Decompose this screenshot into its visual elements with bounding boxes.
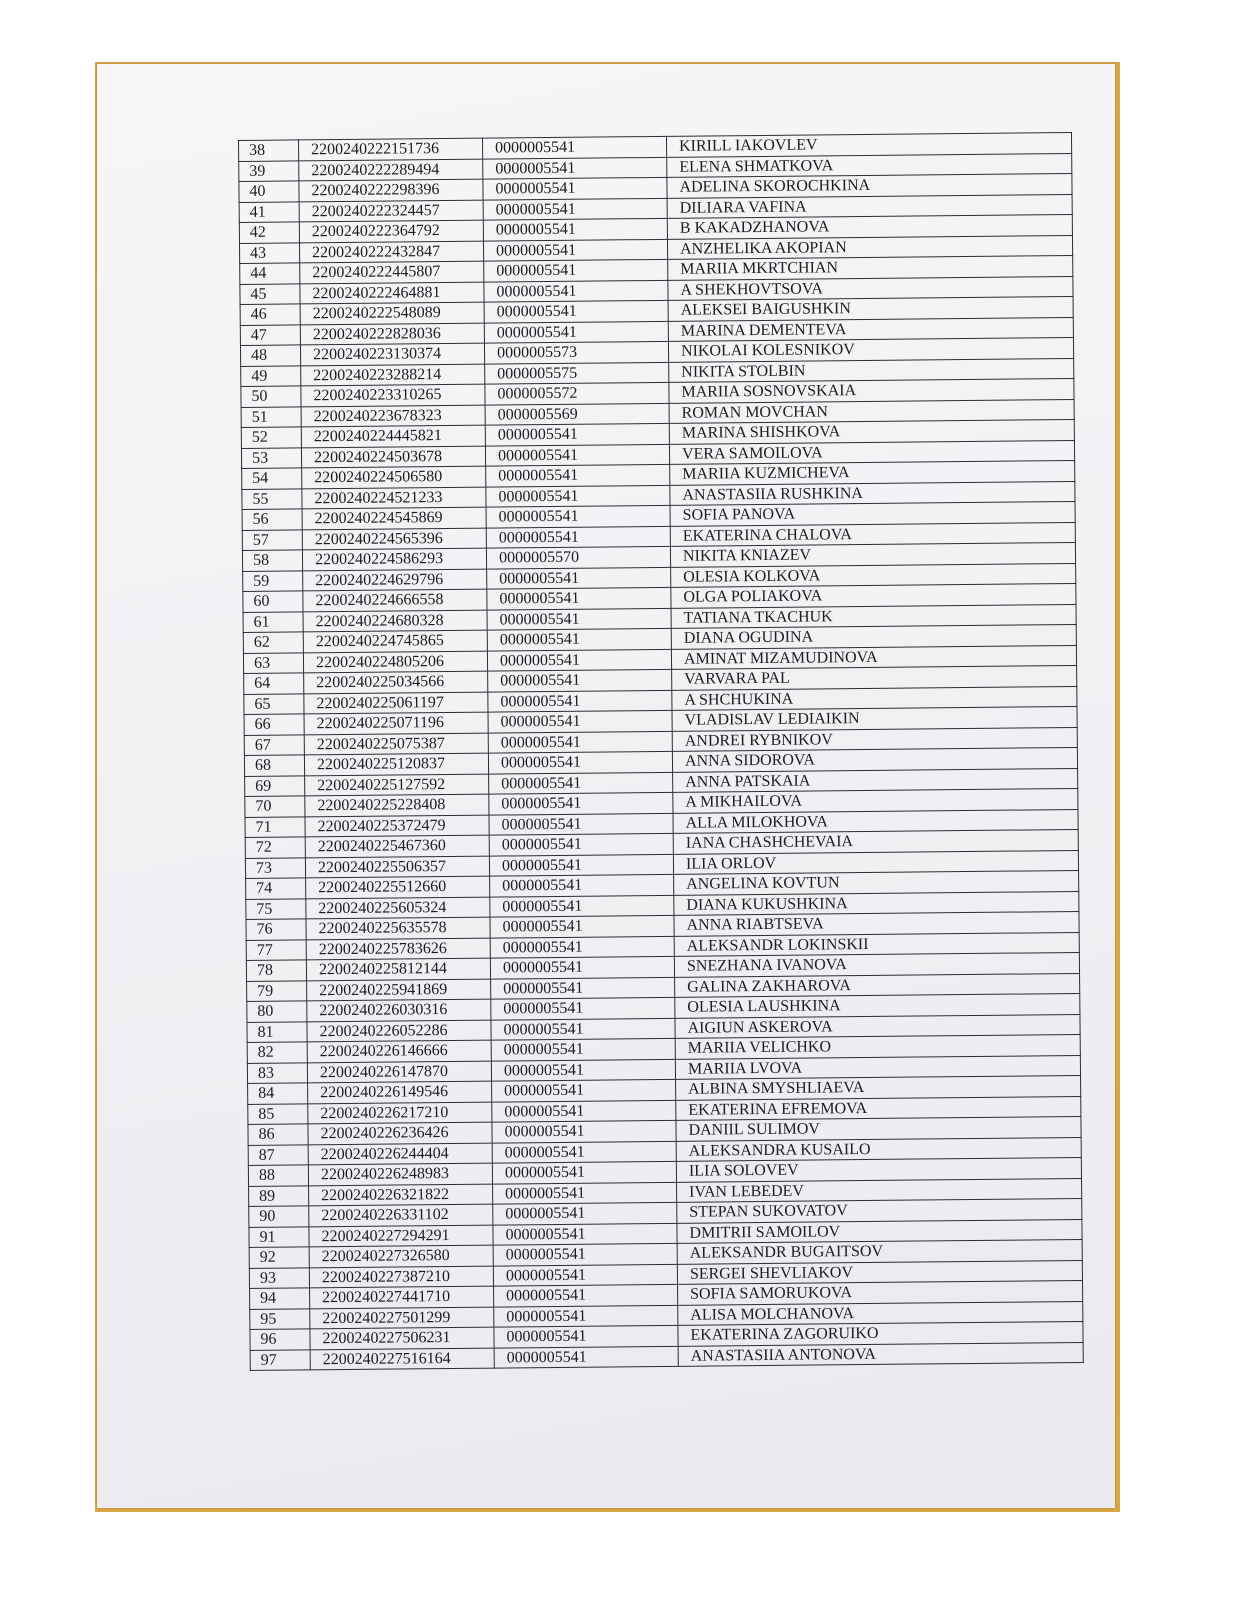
person-name-cell: DILIARA VAFINA <box>667 194 1072 218</box>
records-table <box>238 132 1084 1371</box>
record-code-cell: 0000005541 <box>488 690 672 712</box>
record-code-cell: 0000005541 <box>491 977 675 999</box>
record-code-cell: 0000005541 <box>486 464 670 486</box>
row-number-cell: 93 <box>249 1267 309 1288</box>
row-number-cell: 94 <box>250 1288 310 1309</box>
record-id-cell: 2200240225034566 <box>304 671 488 693</box>
record-id-cell: 2200240222289494 <box>299 159 483 181</box>
row-number-cell: 38 <box>239 140 299 161</box>
person-name-cell: ALEKSANDR LOKINSKII <box>674 932 1079 956</box>
row-number-cell: 50 <box>241 386 301 407</box>
record-id-cell: 2200240224805206 <box>303 651 487 673</box>
record-code-cell: 0000005541 <box>488 751 672 773</box>
record-id-cell: 2200240224445821 <box>301 425 485 447</box>
person-name-cell: MARINA SHISHKOVA <box>669 419 1074 443</box>
row-number-cell: 73 <box>245 857 305 878</box>
person-name-cell: A SHEKHOVTSOVA <box>668 276 1073 300</box>
person-name-cell: ANNA SIDOROVA <box>672 747 1077 771</box>
person-name-cell: ELENA SHMATKOVA <box>667 153 1072 177</box>
person-name-cell: DANIIL SULIMOV <box>676 1116 1081 1140</box>
record-id-cell: 2200240225075387 <box>304 733 488 755</box>
row-number-cell: 69 <box>245 775 305 796</box>
record-code-cell: 0000005541 <box>493 1243 677 1265</box>
person-name-cell: EKATERINA EFREMOVA <box>676 1096 1081 1120</box>
person-name-cell: IVAN LEBEDEV <box>677 1178 1082 1202</box>
row-number-cell: 60 <box>243 591 303 612</box>
record-id-cell: 2200240224745865 <box>303 630 487 652</box>
record-code-cell: 0000005541 <box>486 505 670 527</box>
record-code-cell: 0000005541 <box>494 1305 678 1327</box>
person-name-cell: OLESIA LAUSHKINA <box>675 993 1080 1017</box>
row-number-cell: 39 <box>239 160 299 181</box>
person-name-cell: ALEKSANDRA KUSAILO <box>676 1137 1081 1161</box>
record-id-cell: 2200240222364792 <box>299 220 483 242</box>
record-id-cell: 2200240226149546 <box>308 1081 492 1103</box>
record-code-cell: 0000005541 <box>491 1038 675 1060</box>
record-id-cell: 2200240225812144 <box>306 958 490 980</box>
row-number-cell: 83 <box>247 1062 307 1083</box>
record-code-cell: 0000005541 <box>493 1264 677 1286</box>
record-code-cell: 0000005541 <box>486 485 670 507</box>
row-number-cell: 77 <box>246 939 306 960</box>
row-number-cell: 64 <box>244 673 304 694</box>
record-code-cell: 0000005541 <box>493 1182 677 1204</box>
record-code-cell: 0000005541 <box>485 444 669 466</box>
record-code-cell: 0000005541 <box>488 731 672 753</box>
row-number-cell: 41 <box>239 201 299 222</box>
row-number-cell: 47 <box>240 324 300 345</box>
person-name-cell: MARIIA KUZMICHEVA <box>670 460 1075 484</box>
person-name-cell: A SHCHUKINA <box>672 686 1077 710</box>
record-code-cell: 0000005541 <box>488 669 672 691</box>
person-name-cell: ANNA PATSKAIA <box>673 768 1078 792</box>
record-code-cell: 0000005541 <box>487 567 671 589</box>
record-id-cell: 2200240222298396 <box>299 179 483 201</box>
record-id-cell: 2200240227516164 <box>310 1348 494 1370</box>
record-code-cell: 0000005541 <box>492 1161 676 1183</box>
record-id-cell: 2200240222464881 <box>300 282 484 304</box>
person-name-cell: ANGELINA KOVTUN <box>674 870 1079 894</box>
row-number-cell: 51 <box>241 406 301 427</box>
row-number-cell: 56 <box>242 509 302 530</box>
record-id-cell: 2200240224629796 <box>303 569 487 591</box>
record-id-cell: 2200240226321822 <box>309 1184 493 1206</box>
row-number-cell: 84 <box>248 1083 308 1104</box>
record-id-cell: 2200240225605324 <box>306 897 490 919</box>
person-name-cell: IANA CHASHCHEVAIA <box>673 829 1078 853</box>
person-name-cell: ILIA ORLOV <box>673 850 1078 874</box>
record-code-cell: 0000005541 <box>487 587 671 609</box>
record-code-cell: 0000005541 <box>489 813 673 835</box>
record-code-cell: 0000005541 <box>484 321 668 343</box>
record-code-cell: 0000005541 <box>489 792 673 814</box>
record-code-cell: 0000005541 <box>494 1346 678 1368</box>
person-name-cell: OLESIA KOLKOVA <box>671 563 1076 587</box>
row-number-cell: 67 <box>244 734 304 755</box>
person-name-cell: MARIIA VELICHKO <box>675 1034 1080 1058</box>
row-number-cell: 86 <box>248 1124 308 1145</box>
person-name-cell: DMITRII SAMOILOV <box>677 1219 1082 1243</box>
person-name-cell: VARVARA PAL <box>672 665 1077 689</box>
record-id-cell: 2200240225512660 <box>306 876 490 898</box>
row-number-cell: 68 <box>244 755 304 776</box>
row-number-cell: 62 <box>243 632 303 653</box>
record-id-cell: 2200240227506231 <box>310 1327 494 1349</box>
person-name-cell: ALISA MOLCHANOVA <box>678 1301 1083 1325</box>
record-code-cell: 0000005541 <box>492 1120 676 1142</box>
row-number-cell: 63 <box>243 652 303 673</box>
record-id-cell: 2200240224565396 <box>302 528 486 550</box>
row-number-cell: 66 <box>244 714 304 735</box>
record-code-cell: 0000005541 <box>492 1141 676 1163</box>
row-number-cell: 90 <box>249 1206 309 1227</box>
record-code-cell: 0000005541 <box>491 997 675 1019</box>
person-name-cell: ANNA RIABTSEVA <box>674 911 1079 935</box>
row-number-cell: 79 <box>247 980 307 1001</box>
records-table-body <box>239 132 1084 1370</box>
record-code-cell: 0000005541 <box>493 1223 677 1245</box>
record-id-cell: 2200240226248983 <box>308 1163 492 1185</box>
person-name-cell: MARIIA SOSNOVSKAIA <box>669 378 1074 402</box>
person-name-cell: ILIA SOLOVEV <box>676 1157 1081 1181</box>
record-code-cell: 0000005541 <box>490 874 674 896</box>
person-name-cell: ANZHELIKA AKOPIAN <box>667 235 1072 259</box>
record-code-cell: 0000005541 <box>490 915 674 937</box>
person-name-cell: OLGA POLIAKOVA <box>671 583 1076 607</box>
row-number-cell: 97 <box>250 1349 310 1370</box>
record-id-cell: 2200240222432847 <box>299 241 483 263</box>
row-number-cell: 91 <box>249 1226 309 1247</box>
record-id-cell: 2200240222828036 <box>300 323 484 345</box>
row-number-cell: 53 <box>241 447 301 468</box>
record-code-cell: 0000005541 <box>490 936 674 958</box>
person-name-cell: ADELINA SKOROCHKINA <box>667 173 1072 197</box>
record-id-cell: 2200240225120837 <box>304 753 488 775</box>
person-name-cell: SERGEI SHEVLIAKOV <box>677 1260 1082 1284</box>
record-id-cell: 2200240225127592 <box>305 774 489 796</box>
person-name-cell: ALEKSANDR BUGAITSOV <box>677 1239 1082 1263</box>
person-name-cell: TATIANA TKACHUK <box>671 604 1076 628</box>
record-code-cell: 0000005541 <box>482 136 666 158</box>
row-number-cell: 92 <box>249 1247 309 1268</box>
person-name-cell: ROMAN MOVCHAN <box>669 399 1074 423</box>
person-name-cell: VERA SAMOILOVA <box>669 440 1074 464</box>
record-code-cell: 0000005541 <box>483 198 667 220</box>
person-name-cell: KIRILL IAKOVLEV <box>666 132 1071 156</box>
person-name-cell: ANASTASIIA ANTONOVA <box>678 1342 1083 1366</box>
person-name-cell: AIGIUN ASKEROVA <box>675 1014 1080 1038</box>
row-number-cell: 71 <box>245 816 305 837</box>
record-id-cell: 2200240222445807 <box>300 261 484 283</box>
record-id-cell: 2200240225228408 <box>305 794 489 816</box>
record-id-cell: 2200240225635578 <box>306 917 490 939</box>
row-number-cell: 52 <box>241 427 301 448</box>
record-id-cell: 2200240224521233 <box>302 487 486 509</box>
record-id-cell: 2200240223310265 <box>301 384 485 406</box>
record-id-cell: 2200240226030316 <box>307 999 491 1021</box>
person-name-cell: MARIIA MKRTCHIAN <box>668 255 1073 279</box>
record-code-cell: 0000005541 <box>490 895 674 917</box>
row-number-cell: 44 <box>240 263 300 284</box>
row-number-cell: 48 <box>240 345 300 366</box>
record-code-cell: 0000005541 <box>484 259 668 281</box>
record-id-cell: 2200240225941869 <box>307 979 491 1001</box>
record-code-cell: 0000005541 <box>483 218 667 240</box>
person-name-cell: NIKITA STOLBIN <box>669 358 1074 382</box>
row-number-cell: 61 <box>243 611 303 632</box>
record-code-cell: 0000005541 <box>483 157 667 179</box>
person-name-cell: STEPAN SUKOVATOV <box>677 1198 1082 1222</box>
person-name-cell: MARIIA LVOVA <box>675 1055 1080 1079</box>
person-name-cell: DIANA OGUDINA <box>671 624 1076 648</box>
person-name-cell: AMINAT MIZAMUDINOVA <box>671 645 1076 669</box>
person-name-cell: ANDREI RYBNIKOV <box>672 727 1077 751</box>
person-name-cell: SNEZHANA IVANOVA <box>674 952 1079 976</box>
person-name-cell: NIKITA KNIAZEV <box>670 542 1075 566</box>
record-id-cell: 2200240226236426 <box>308 1122 492 1144</box>
record-id-cell: 2200240227387210 <box>309 1266 493 1288</box>
row-number-cell: 80 <box>247 1001 307 1022</box>
row-number-cell: 74 <box>246 878 306 899</box>
row-number-cell: 75 <box>246 898 306 919</box>
record-code-cell: 0000005541 <box>489 854 673 876</box>
row-number-cell: 95 <box>250 1308 310 1329</box>
row-number-cell: 57 <box>242 529 302 550</box>
record-id-cell: 2200240226052286 <box>307 1020 491 1042</box>
record-id-cell: 2200240227294291 <box>309 1225 493 1247</box>
row-number-cell: 89 <box>249 1185 309 1206</box>
record-id-cell: 2200240225467360 <box>305 835 489 857</box>
person-name-cell: ALLA MILOKHOVA <box>673 809 1078 833</box>
person-name-cell: B KAKADZHANOVA <box>667 214 1072 238</box>
record-code-cell: 0000005541 <box>490 956 674 978</box>
person-name-cell: ALBINA SMYSHLIAEVA <box>676 1075 1081 1099</box>
person-name-cell: VLADISLAV LEDIAIKIN <box>672 706 1077 730</box>
record-id-cell: 2200240224586293 <box>302 548 486 570</box>
row-number-cell: 43 <box>239 242 299 263</box>
record-code-cell: 0000005573 <box>484 341 668 363</box>
record-id-cell: 2200240225061197 <box>304 692 488 714</box>
row-number-cell: 72 <box>245 837 305 858</box>
record-id-cell: 2200240226217210 <box>308 1102 492 1124</box>
record-code-cell: 0000005541 <box>488 710 672 732</box>
record-code-cell: 0000005541 <box>491 1059 675 1081</box>
record-id-cell: 2200240224680328 <box>303 610 487 632</box>
record-code-cell: 0000005541 <box>487 608 671 630</box>
row-number-cell: 49 <box>241 365 301 386</box>
record-id-cell: 2200240225071196 <box>304 712 488 734</box>
record-code-cell: 0000005541 <box>483 177 667 199</box>
record-code-cell: 0000005541 <box>484 280 668 302</box>
row-number-cell: 76 <box>246 919 306 940</box>
record-id-cell: 2200240223130374 <box>300 343 484 365</box>
record-id-cell: 2200240222548089 <box>300 302 484 324</box>
row-number-cell: 65 <box>244 693 304 714</box>
record-id-cell: 2200240226331102 <box>309 1204 493 1226</box>
record-id-cell: 2200240227501299 <box>310 1307 494 1329</box>
record-id-cell: 2200240227326580 <box>309 1245 493 1267</box>
record-id-cell: 2200240222151736 <box>299 138 483 160</box>
person-name-cell: GALINA ZAKHAROVA <box>675 973 1080 997</box>
row-number-cell: 78 <box>246 960 306 981</box>
row-number-cell: 82 <box>247 1042 307 1063</box>
record-code-cell: 0000005541 <box>489 772 673 794</box>
record-code-cell: 0000005541 <box>484 300 668 322</box>
record-id-cell: 2200240223288214 <box>301 364 485 386</box>
person-name-cell: ALEKSEI BAIGUSHKIN <box>668 296 1073 320</box>
record-code-cell: 0000005541 <box>483 239 667 261</box>
person-name-cell: EKATERINA ZAGORUIKO <box>678 1321 1083 1345</box>
record-id-cell: 2200240226147870 <box>307 1061 491 1083</box>
record-id-cell: 2200240226244404 <box>308 1143 492 1165</box>
person-name-cell: SOFIA SAMORUKOVA <box>678 1280 1083 1304</box>
row-number-cell: 58 <box>242 550 302 571</box>
row-number-cell: 85 <box>248 1103 308 1124</box>
record-id-cell: 2200240224666558 <box>303 589 487 611</box>
record-id-cell: 2200240227441710 <box>310 1286 494 1308</box>
record-code-cell: 0000005575 <box>485 362 669 384</box>
row-number-cell: 88 <box>248 1165 308 1186</box>
record-code-cell: 0000005541 <box>494 1284 678 1306</box>
person-name-cell: ANASTASIIA RUSHKINA <box>670 481 1075 505</box>
record-id-cell: 2200240224503678 <box>301 446 485 468</box>
record-code-cell: 0000005541 <box>486 526 670 548</box>
row-number-cell: 40 <box>239 181 299 202</box>
record-id-cell: 2200240224506580 <box>302 466 486 488</box>
record-id-cell: 2200240225372479 <box>305 815 489 837</box>
record-code-cell: 0000005541 <box>491 1018 675 1040</box>
record-code-cell: 0000005541 <box>492 1079 676 1101</box>
row-number-cell: 70 <box>245 796 305 817</box>
row-number-cell: 59 <box>243 570 303 591</box>
row-number-cell: 46 <box>240 304 300 325</box>
person-name-cell: NIKOLAI KOLESNIKOV <box>668 337 1073 361</box>
record-id-cell: 2200240224545869 <box>302 507 486 529</box>
row-number-cell: 81 <box>247 1021 307 1042</box>
record-code-cell: 0000005541 <box>487 628 671 650</box>
person-name-cell: EKATERINA CHALOVA <box>670 522 1075 546</box>
person-name-cell: A MIKHAILOVA <box>673 788 1078 812</box>
record-code-cell: 0000005569 <box>485 403 669 425</box>
record-code-cell: 0000005541 <box>485 423 669 445</box>
person-name-cell: MARINA DEMENTEVA <box>668 317 1073 341</box>
record-id-cell: 2200240223678323 <box>301 405 485 427</box>
row-number-cell: 42 <box>239 222 299 243</box>
row-number-cell: 55 <box>242 488 302 509</box>
row-number-cell: 45 <box>240 283 300 304</box>
record-code-cell: 0000005572 <box>485 382 669 404</box>
record-id-cell: 2200240225506357 <box>305 856 489 878</box>
person-name-cell: DIANA KUKUSHKINA <box>674 891 1079 915</box>
record-id-cell: 2200240225783626 <box>306 938 490 960</box>
row-number-cell: 96 <box>250 1329 310 1350</box>
record-id-cell: 2200240226146666 <box>307 1040 491 1062</box>
record-code-cell: 0000005541 <box>494 1325 678 1347</box>
person-name-cell: SOFIA PANOVA <box>670 501 1075 525</box>
record-code-cell: 0000005541 <box>487 649 671 671</box>
record-code-cell: 0000005541 <box>493 1202 677 1224</box>
record-code-cell: 0000005541 <box>489 833 673 855</box>
record-id-cell: 2200240222324457 <box>299 200 483 222</box>
record-code-cell: 0000005570 <box>486 546 670 568</box>
record-code-cell: 0000005541 <box>492 1100 676 1122</box>
row-number-cell: 87 <box>248 1144 308 1165</box>
row-number-cell: 54 <box>242 468 302 489</box>
